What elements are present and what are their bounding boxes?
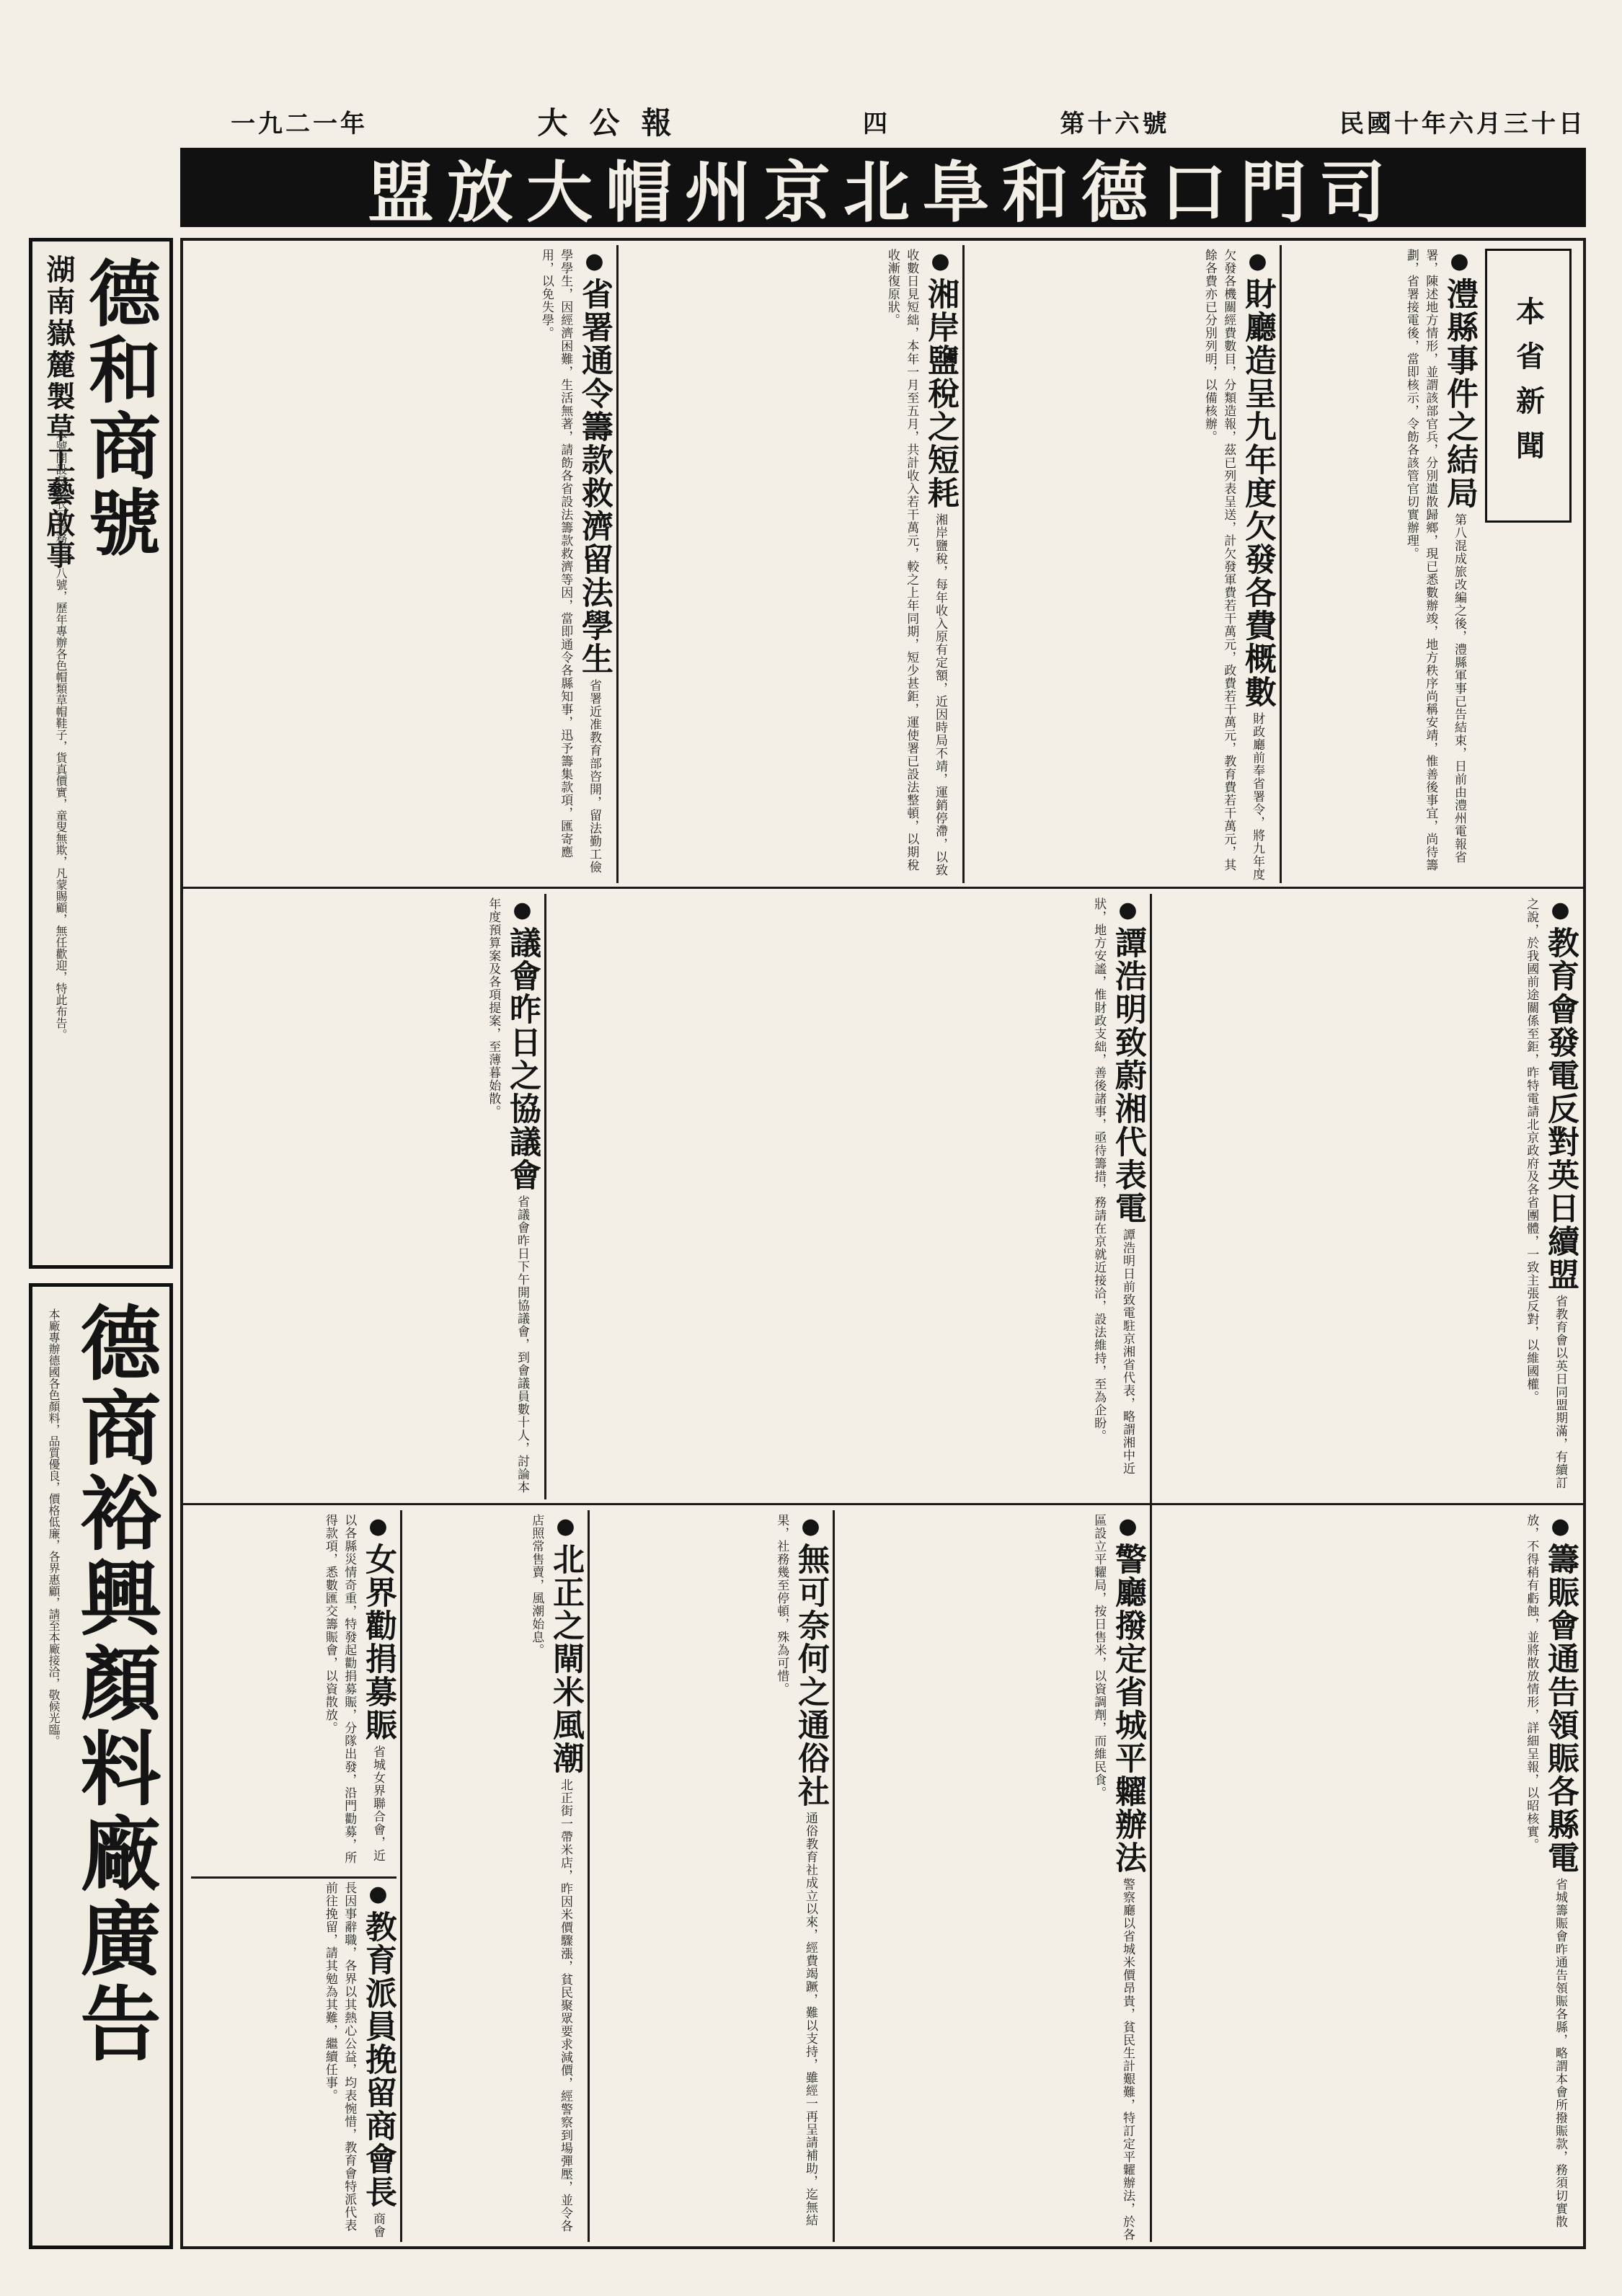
article bbox=[191, 897, 541, 1496]
bullet-icon: ● bbox=[798, 1514, 823, 1539]
column-divider bbox=[1280, 245, 1282, 883]
article-body: 省城籌賑會昨通告領賑各縣，略謂本會所撥賑款，務須切實散放，不得稍有虧蝕，並將散放情形，詳細呈報，以昭核實。 bbox=[1524, 1514, 1567, 2229]
article-headline: 議會昨日之協議會 bbox=[504, 926, 541, 1192]
article bbox=[191, 1881, 396, 2242]
issue-number: 第十六號 bbox=[1060, 109, 1170, 138]
bullet-icon: ● bbox=[365, 1514, 391, 1539]
article-body: 省城女界聯合會，近以各縣災情奇重，特發起勸捐募賑，分隊出發，沿門勸募，所得款項，悉數匯交籌賑會，以資散放。 bbox=[322, 1514, 385, 1864]
bullet-icon: ● bbox=[510, 897, 535, 923]
article-body: 第八混成旅改編之後，澧縣軍事已告結束，日前由澧州電報省署，陳述地方情形，並謂該部官兵，分別遣散歸鄉，現已悉數辦竣，地方秩序尚稱安靖，惟善後事宜，尚待籌劃，省署接電後，當即核示，令飭各該管官切實辦理。 bbox=[1404, 249, 1466, 872]
bullet-icon: ● bbox=[365, 1881, 391, 1907]
ad-details: 本號開設長沙衣冠業務二十八號，歷年專辦各色帽類草帽鞋子，貨真價實，童叟無欺，凡蒙賜顧，無任歡迎，特此布告。 bbox=[54, 429, 68, 1040]
article-body: 北正街一帶米店，昨因米價驟漲，貧民聚眾要求減價，經警察到場彈壓，並令各店照常售賣，風潮始息。 bbox=[529, 1514, 572, 2233]
article bbox=[966, 249, 1276, 883]
article-headline: 北正之閘米風潮 bbox=[547, 1543, 584, 1776]
column-divider bbox=[400, 1510, 402, 2242]
bullet-icon: ● bbox=[1548, 897, 1573, 923]
ad-title: 德商裕興顏料廠廣告 bbox=[67, 1301, 161, 2067]
row-divider bbox=[180, 1503, 1586, 1505]
article bbox=[620, 249, 959, 883]
bullet-icon: ● bbox=[1548, 1514, 1573, 1539]
article bbox=[548, 897, 1146, 1496]
article-body: 省教育會以英日同盟期滿，有續訂之說，於我國前途關係至鉅，昨特電請北京政府及各省團體，一致主張反對，以維國權。 bbox=[1524, 897, 1567, 1490]
bullet-icon: ● bbox=[1115, 897, 1140, 923]
article bbox=[191, 249, 613, 883]
article-body: 省署近准教育部咨開，留法勤工儉學學生，因經濟困難，生活無著，請飭各省設法籌款救濟等因，當即通令各縣知事，迅予籌集款項，匯寄應用，以免失學。 bbox=[539, 249, 601, 874]
article-headline: 湘岸鹽稅之短耗 bbox=[922, 278, 959, 510]
ad-title: 德和商號 bbox=[76, 256, 161, 562]
article-headline: 譚浩明致蔚湘代表電 bbox=[1109, 926, 1146, 1225]
bullet-icon: ● bbox=[1115, 1514, 1140, 1539]
column-divider bbox=[588, 1510, 590, 2242]
column-divider bbox=[616, 245, 619, 883]
bullet-icon: ● bbox=[1447, 249, 1472, 274]
article bbox=[1153, 1514, 1579, 2242]
column-divider bbox=[1150, 894, 1152, 2242]
banner-ad: 司門口德和阜北京州帽大放盟 bbox=[180, 148, 1586, 227]
bullet-icon: ● bbox=[928, 249, 953, 274]
article bbox=[591, 1514, 829, 2242]
article-headline: 教育派員挽留商會長 bbox=[360, 1910, 396, 2209]
ad-dehe-shop bbox=[29, 238, 173, 1269]
article-body: 通俗教育社成立以來，經費竭蹶，難以支持，雖經一再呈請補助，迄無結果，社務幾至停頓，殊為可惜。 bbox=[774, 1514, 817, 2228]
row-divider bbox=[180, 887, 1586, 889]
article-body: 省議會昨日下午開協議會，到會議員數十人，討論本年度預算案及各項提案，至薄暮始散。 bbox=[486, 897, 529, 1494]
article-headline: 教育會發電反對英日續盟 bbox=[1542, 926, 1579, 1292]
article bbox=[1153, 897, 1579, 1496]
row-divider bbox=[191, 1876, 396, 1879]
article-body: 湘岸鹽稅，每年收入原有定額，近因時局不靖，運銷停滯，以致收數日見短絀，本年一月至五月，共計收入若干萬元，較之上年同期，短少甚鉅，運使署已設法整頓，以期稅收漸復原狀。 bbox=[885, 249, 947, 877]
article-body: 譚浩明日前致電駐京湘省代表，略謂湘中近狀，地方安謐，惟財政支絀，善後諸事，亟待籌措，務請在京就近接洽，設法維持，至為企盼。 bbox=[1091, 897, 1135, 1476]
article bbox=[191, 1514, 396, 1874]
date-republic: 民國十年六月三十日 bbox=[1339, 109, 1586, 138]
article-body: 財政廳前奉省署令，將九年度欠發各機關經費數目，分類造報，茲已列表呈送，計欠發軍費若干萬元，政費若干萬元，教育費若干萬元，其餘各費亦已分別列明，以備核辦。 bbox=[1202, 249, 1264, 882]
article-headline: 無可奈何之通俗社 bbox=[792, 1543, 829, 1809]
article-body: 商會長因事辭職，各界以其熱心公益，均表惋惜，教育會特派代表前往挽留，請其勉為其難，繼續任事。 bbox=[322, 1881, 385, 2239]
column-divider bbox=[544, 894, 546, 1499]
bullet-icon: ● bbox=[553, 1514, 578, 1539]
dateline bbox=[231, 101, 1586, 141]
western-date: 一九二一年 bbox=[231, 109, 368, 138]
bullet-icon: ● bbox=[1245, 249, 1270, 274]
article bbox=[836, 1514, 1146, 2242]
article-headline: 籌賑會通告領賑各縣電 bbox=[1542, 1543, 1579, 1875]
article bbox=[1283, 249, 1478, 883]
article-headline: 女界勸捐募賑 bbox=[360, 1543, 396, 1742]
article-headline: 澧縣事件之結局 bbox=[1441, 278, 1478, 510]
column-label: 本省新聞 bbox=[1485, 249, 1572, 523]
article-headline: 警廳撥定省城平糶辦法 bbox=[1109, 1543, 1146, 1875]
article bbox=[404, 1514, 584, 2242]
column-divider bbox=[962, 245, 965, 883]
paper-name: 大公報 bbox=[537, 105, 693, 141]
article-headline: 省署通令籌款救濟留法學生 bbox=[576, 278, 613, 676]
ad-dyestuff-factory bbox=[29, 1283, 173, 2249]
column-divider bbox=[833, 1510, 835, 2242]
article-headline: 財廳造呈九年度欠發各費概數 bbox=[1239, 278, 1276, 709]
article-body: 警察廳以省城米價昂貴，貧民生計艱難，特訂定平糶辦法，於各區設立平糶局，按日售米，以資調劑，而維民食。 bbox=[1091, 1514, 1135, 2242]
ad-slogan: 湖南嶽麓製草工藝啟事 bbox=[42, 254, 76, 572]
weekday: 四 bbox=[862, 109, 890, 138]
bullet-icon: ● bbox=[582, 249, 607, 274]
ad-details: 本廠專辦德國各色顏料，品質優良，價格低廉，各界惠顧，請至本廠接洽，敬候光臨。 bbox=[47, 1308, 61, 1747]
